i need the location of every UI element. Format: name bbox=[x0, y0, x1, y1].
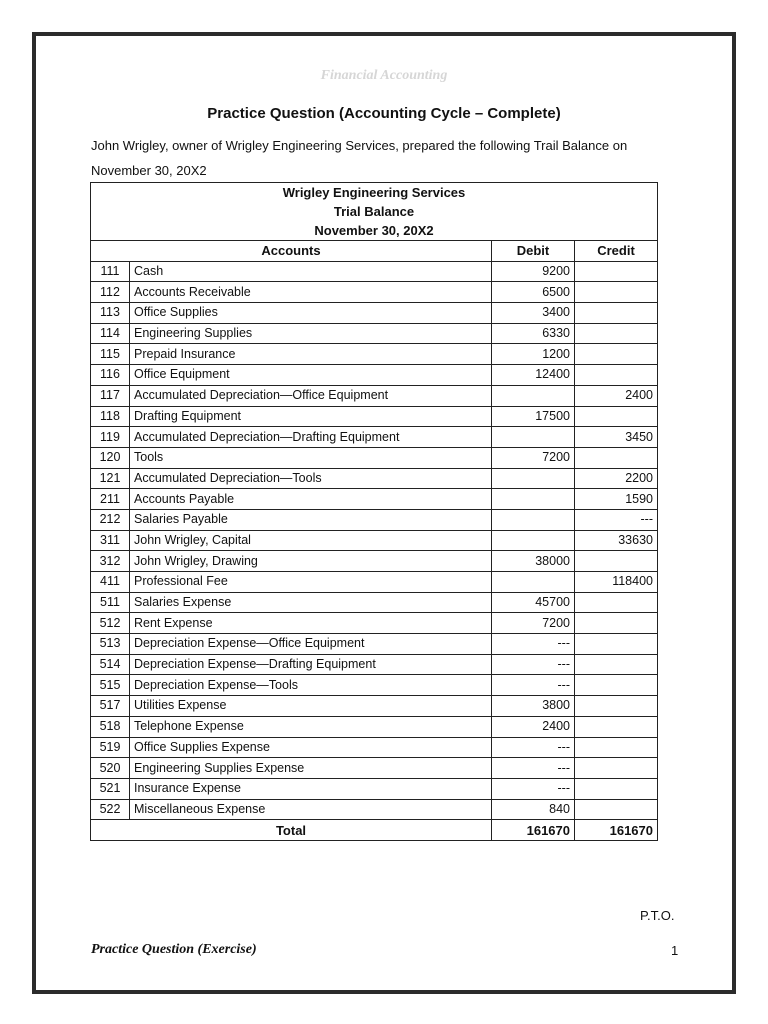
col-debit-header: Debit bbox=[492, 241, 575, 262]
account-code: 518 bbox=[91, 716, 130, 737]
debit-cell: --- bbox=[492, 634, 575, 655]
debit-cell: 12400 bbox=[492, 365, 575, 386]
table-row bbox=[91, 468, 658, 489]
account-code: 111 bbox=[91, 261, 130, 282]
debit-cell: 840 bbox=[492, 799, 575, 820]
credit-cell: 2200 bbox=[575, 468, 658, 489]
statement-date: November 30, 20X2 bbox=[314, 223, 434, 238]
debit-cell: 7200 bbox=[492, 447, 575, 468]
credit-cell bbox=[575, 551, 658, 572]
debit-cell bbox=[492, 489, 575, 510]
table-row bbox=[91, 261, 658, 282]
table-row bbox=[91, 572, 658, 593]
debit-cell: 3800 bbox=[492, 696, 575, 717]
credit-cell: 2400 bbox=[575, 385, 658, 406]
account-code: 212 bbox=[91, 509, 130, 530]
debit-cell bbox=[492, 530, 575, 551]
account-name: Office Supplies bbox=[130, 303, 492, 324]
table-row bbox=[91, 282, 658, 303]
credit-cell bbox=[575, 613, 658, 634]
account-name: Office Equipment bbox=[130, 365, 492, 386]
trial-balance-table bbox=[90, 182, 658, 841]
account-code: 117 bbox=[91, 385, 130, 406]
account-name: Accumulated Depreciation—Tools bbox=[130, 468, 492, 489]
pto-note: P.T.O. bbox=[640, 908, 675, 923]
account-code: 520 bbox=[91, 758, 130, 779]
account-code: 112 bbox=[91, 282, 130, 303]
account-code: 121 bbox=[91, 468, 130, 489]
credit-cell bbox=[575, 654, 658, 675]
debit-cell: 6500 bbox=[492, 282, 575, 303]
table-row bbox=[91, 675, 658, 696]
account-name: Engineering Supplies bbox=[130, 323, 492, 344]
table-row bbox=[91, 509, 658, 530]
total-credit: 161670 bbox=[575, 820, 658, 841]
total-label: Total bbox=[91, 820, 492, 841]
account-name: Prepaid Insurance bbox=[130, 344, 492, 365]
credit-cell: 1590 bbox=[575, 489, 658, 510]
account-code: 118 bbox=[91, 406, 130, 427]
account-code: 511 bbox=[91, 592, 130, 613]
table-row bbox=[91, 799, 658, 820]
credit-cell bbox=[575, 406, 658, 427]
debit-cell: --- bbox=[492, 737, 575, 758]
credit-cell bbox=[575, 344, 658, 365]
account-code: 411 bbox=[91, 572, 130, 593]
credit-cell bbox=[575, 634, 658, 655]
account-code: 311 bbox=[91, 530, 130, 551]
credit-cell: 33630 bbox=[575, 530, 658, 551]
credit-cell bbox=[575, 447, 658, 468]
account-code: 119 bbox=[91, 427, 130, 448]
account-code: 120 bbox=[91, 447, 130, 468]
account-code: 521 bbox=[91, 778, 130, 799]
account-code: 114 bbox=[91, 323, 130, 344]
debit-cell: --- bbox=[492, 675, 575, 696]
credit-cell bbox=[575, 592, 658, 613]
credit-cell bbox=[575, 778, 658, 799]
debit-cell: 6330 bbox=[492, 323, 575, 344]
debit-cell bbox=[492, 509, 575, 530]
footer-title: Practice Question (Exercise) bbox=[91, 942, 257, 957]
table-row bbox=[91, 737, 658, 758]
account-name: Salaries Payable bbox=[130, 509, 492, 530]
table-row bbox=[91, 344, 658, 365]
debit-cell: 38000 bbox=[492, 551, 575, 572]
debit-cell bbox=[492, 385, 575, 406]
table-row bbox=[91, 489, 658, 510]
debit-cell bbox=[492, 468, 575, 489]
account-name: Depreciation Expense—Tools bbox=[130, 675, 492, 696]
company-name: Wrigley Engineering Services bbox=[282, 185, 466, 200]
page-number: 1 bbox=[671, 943, 679, 958]
credit-cell bbox=[575, 261, 658, 282]
credit-cell bbox=[575, 282, 658, 303]
debit-cell bbox=[492, 427, 575, 448]
account-code: 211 bbox=[91, 489, 130, 510]
credit-cell bbox=[575, 716, 658, 737]
account-name: Engineering Supplies Expense bbox=[130, 758, 492, 779]
table-row bbox=[91, 427, 658, 448]
account-name: Cash bbox=[130, 261, 492, 282]
account-name: John Wrigley, Drawing bbox=[130, 551, 492, 572]
table-row bbox=[91, 323, 658, 344]
credit-cell bbox=[575, 696, 658, 717]
col-credit-header: Credit bbox=[575, 241, 658, 262]
account-code: 512 bbox=[91, 613, 130, 634]
account-code: 519 bbox=[91, 737, 130, 758]
account-name: Rent Expense bbox=[130, 613, 492, 634]
account-code: 517 bbox=[91, 696, 130, 717]
account-name: Telephone Expense bbox=[130, 716, 492, 737]
account-code: 522 bbox=[91, 799, 130, 820]
table-heading-row bbox=[91, 183, 658, 241]
page-title: Practice Question (Accounting Cycle – Complete) bbox=[207, 105, 561, 122]
account-name: Depreciation Expense—Office Equipment bbox=[130, 634, 492, 655]
table-row bbox=[91, 716, 658, 737]
credit-cell bbox=[575, 323, 658, 344]
account-code: 312 bbox=[91, 551, 130, 572]
debit-cell bbox=[492, 572, 575, 593]
table-row bbox=[91, 634, 658, 655]
account-name: Salaries Expense bbox=[130, 592, 492, 613]
account-name: Drafting Equipment bbox=[130, 406, 492, 427]
credit-cell: --- bbox=[575, 509, 658, 530]
debit-cell: 3400 bbox=[492, 303, 575, 324]
credit-cell bbox=[575, 737, 658, 758]
col-accounts-header: Accounts bbox=[91, 241, 492, 262]
debit-cell: 2400 bbox=[492, 716, 575, 737]
debit-cell: 17500 bbox=[492, 406, 575, 427]
credit-cell: 118400 bbox=[575, 572, 658, 593]
table-heading bbox=[91, 183, 658, 241]
account-name: Accumulated Depreciation—Office Equipment bbox=[130, 385, 492, 406]
table-row bbox=[91, 696, 658, 717]
account-name: Miscellaneous Expense bbox=[130, 799, 492, 820]
table-row bbox=[91, 654, 658, 675]
intro-paragraph: John Wrigley, owner of Wrigley Engineering Services, prepared the following Trail Balance on November 30, 20X2 bbox=[91, 138, 628, 178]
account-name: Accumulated Depreciation—Drafting Equipment bbox=[130, 427, 492, 448]
total-debit: 161670 bbox=[492, 820, 575, 841]
table-row bbox=[91, 447, 658, 468]
credit-cell bbox=[575, 303, 658, 324]
debit-cell: 7200 bbox=[492, 613, 575, 634]
statement-name: Trial Balance bbox=[333, 204, 415, 219]
header-watermark: Financial Accounting bbox=[320, 68, 448, 83]
table-row bbox=[91, 406, 658, 427]
account-code: 515 bbox=[91, 675, 130, 696]
account-name: Accounts Payable bbox=[130, 489, 492, 510]
table-row bbox=[91, 365, 658, 386]
account-name: Office Supplies Expense bbox=[130, 737, 492, 758]
account-code: 115 bbox=[91, 344, 130, 365]
account-code: 513 bbox=[91, 634, 130, 655]
debit-cell: --- bbox=[492, 758, 575, 779]
credit-cell bbox=[575, 675, 658, 696]
account-name: Depreciation Expense—Drafting Equipment bbox=[130, 654, 492, 675]
table-row bbox=[91, 778, 658, 799]
account-code: 514 bbox=[91, 654, 130, 675]
table-row bbox=[91, 385, 658, 406]
debit-cell: 45700 bbox=[492, 592, 575, 613]
table-row bbox=[91, 530, 658, 551]
table-row bbox=[91, 758, 658, 779]
credit-cell bbox=[575, 365, 658, 386]
account-code: 113 bbox=[91, 303, 130, 324]
account-name: Professional Fee bbox=[130, 572, 492, 593]
table-row bbox=[91, 613, 658, 634]
credit-cell: 3450 bbox=[575, 427, 658, 448]
credit-cell bbox=[575, 799, 658, 820]
table-row bbox=[91, 303, 658, 324]
account-name: Accounts Receivable bbox=[130, 282, 492, 303]
account-name: Tools bbox=[130, 447, 492, 468]
debit-cell: --- bbox=[492, 778, 575, 799]
table-row bbox=[91, 592, 658, 613]
total-row bbox=[91, 820, 658, 841]
table-row bbox=[91, 551, 658, 572]
debit-cell: 1200 bbox=[492, 344, 575, 365]
column-header-row bbox=[91, 241, 658, 262]
account-name: Insurance Expense bbox=[130, 778, 492, 799]
credit-cell bbox=[575, 758, 658, 779]
account-name: John Wrigley, Capital bbox=[130, 530, 492, 551]
debit-cell: 9200 bbox=[492, 261, 575, 282]
debit-cell: --- bbox=[492, 654, 575, 675]
account-name: Utilities Expense bbox=[130, 696, 492, 717]
account-code: 116 bbox=[91, 365, 130, 386]
